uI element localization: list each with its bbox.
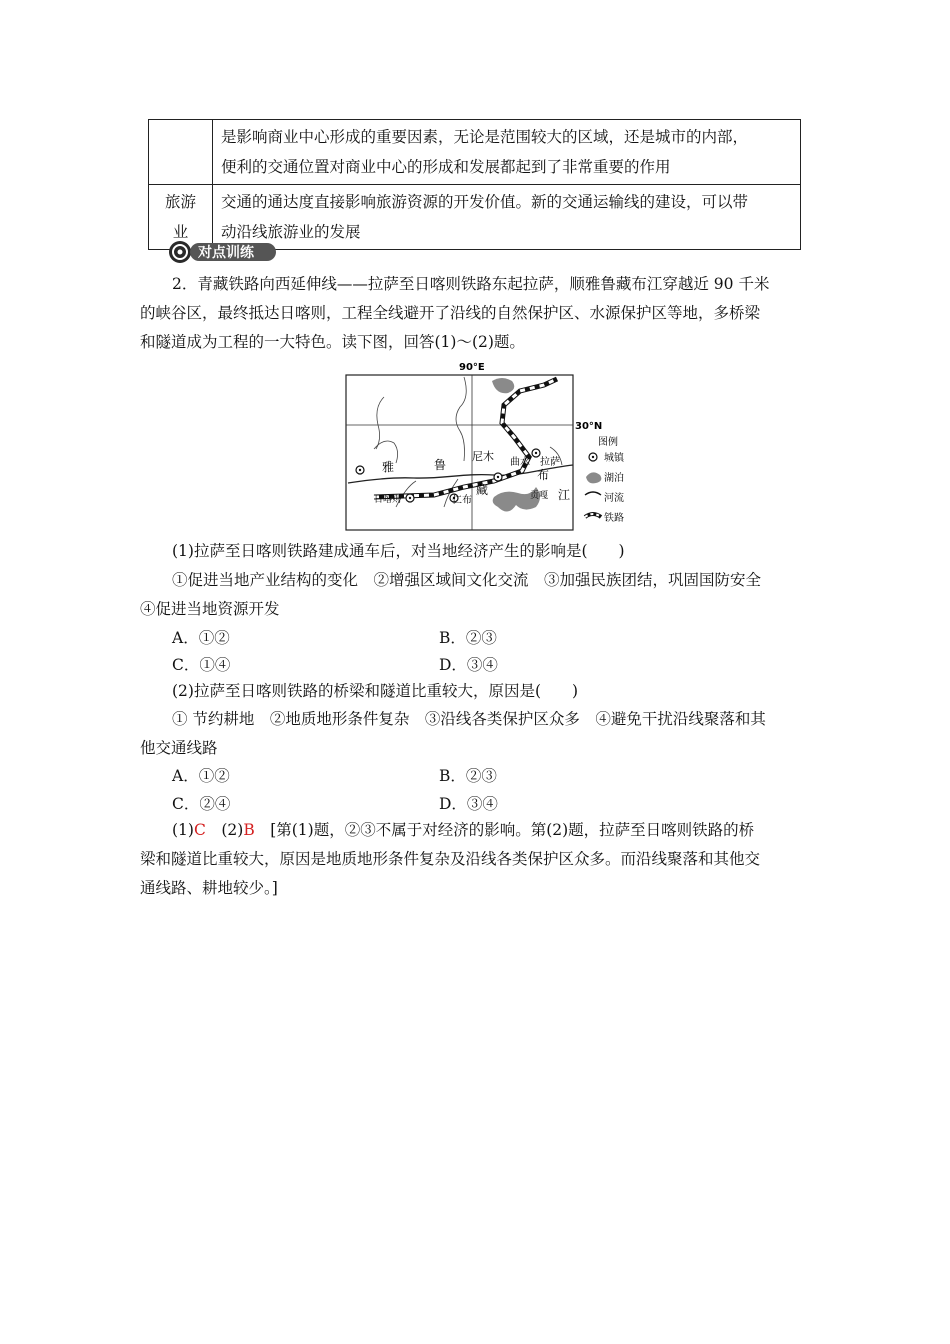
river-name-char: 雅	[382, 460, 395, 474]
answer-line	[172, 820, 754, 840]
place-label: 曲水	[510, 457, 530, 468]
q2-stem: (2)拉萨至日喀则铁路的桥梁和隧道比重较大，原因是( )	[172, 682, 579, 700]
legend-town: 城镇	[604, 453, 624, 464]
answer-prefix-1: (1)	[172, 821, 194, 839]
map-legend	[585, 435, 625, 524]
place-label: 贡嘎	[530, 491, 549, 501]
answer-line: 梁和隧道比重较大，原因是地质地形条件复杂及沿线各类保护区众多。而沿线聚落和其他交	[140, 850, 761, 868]
table-label-line: 旅游	[164, 193, 196, 211]
legend-lake: 湖泊	[604, 473, 624, 484]
lake-icon	[586, 472, 601, 483]
table-text-line: 动沿线旅游业的发展	[221, 223, 361, 241]
answer-1: C	[193, 821, 206, 839]
q1-option-a: A．①②	[172, 629, 230, 647]
table-text-line: 便利的交通位置对商业中心的形成和发展都起到了非常重要的作用	[221, 158, 671, 176]
answer-prefix-2: (2)	[205, 821, 244, 839]
river-name-char: 布	[537, 468, 550, 482]
q1-option-c: C．①④	[172, 656, 231, 674]
q1-items-line: ①促进当地产业结构的变化 ②增强区域间文化交流 ③加强民族团结，巩固国防安全	[172, 571, 762, 589]
table-content-cell	[213, 120, 801, 185]
table-label-cell	[149, 120, 213, 185]
table-content-cell	[213, 185, 801, 250]
legend-title: 图例	[598, 437, 618, 448]
river-name-char: 藏	[476, 483, 489, 497]
q2-option-c: C．②④	[172, 795, 231, 813]
place-label: 尼木	[472, 450, 494, 463]
answer-explanation: [第(1)题，②③不属于对经济的影响。第(2)题，拉萨至日喀则铁路的桥	[254, 821, 755, 839]
legend-river: 河流	[604, 493, 624, 504]
lat-label: 30°N	[575, 421, 603, 432]
q1-items-line: ④促进当地资源开发	[140, 600, 280, 618]
q2-option-b: B．②③	[439, 767, 497, 785]
target-icon	[169, 241, 191, 263]
q1-option-b: B．②③	[439, 629, 497, 647]
answer-2: B	[243, 821, 255, 839]
question-intro-line: 和隧道成为工程的一大特色。读下图，回答(1)～(2)题。	[140, 333, 525, 351]
q2-items-line: ① 节约耕地 ②地质地形条件复杂 ③沿线各类保护区众多 ④避免干扰沿线聚落和其	[172, 710, 766, 728]
question-intro-line: 的峡谷区，最终抵达日喀则，工程全线避开了沿线的自然保护区、水源保护区等地，多桥梁	[140, 304, 761, 322]
q1-stem: (1)拉萨至日喀则铁路建成通车后，对当地经济产生的影响是( )	[172, 542, 625, 560]
river-name-char: 鲁	[434, 458, 447, 472]
lon-label: 90°E	[459, 362, 485, 373]
q2-items-line: 他交通线路	[140, 739, 218, 757]
table-text-line: 是影响商业中心形成的重要因素，无论是范围较大的区域，还是城市的内部，	[221, 128, 749, 146]
section-badge-label: 对点训练	[198, 245, 254, 261]
river-icon	[585, 492, 601, 495]
place-label: 拉萨	[540, 457, 560, 468]
legend-railway: 铁路	[604, 513, 624, 524]
q1-option-d: D．③④	[439, 656, 498, 674]
transport-influence-table	[148, 119, 801, 250]
question-intro-line: 2．青藏铁路向西延伸线——拉萨至日喀则铁路东起拉萨，顺雅鲁藏布江穿越近 90 千米	[172, 275, 770, 293]
section-badge	[168, 240, 288, 264]
q2-option-a: A．①②	[172, 767, 230, 785]
river-name-char: 江	[558, 488, 571, 502]
table-label-line: 业	[172, 223, 189, 241]
place-label: 日喀则	[374, 495, 402, 505]
table-text-line: 交通的通达度直接影响旅游资源的开发价值。新的交通运输线的建设，可以带	[221, 193, 749, 211]
table-row	[149, 120, 801, 185]
q2-option-d: D．③④	[439, 795, 498, 813]
place-label: 仁布	[452, 495, 472, 506]
railway-map	[344, 357, 644, 533]
answer-line: 通线路、耕地较少。]	[140, 879, 278, 897]
